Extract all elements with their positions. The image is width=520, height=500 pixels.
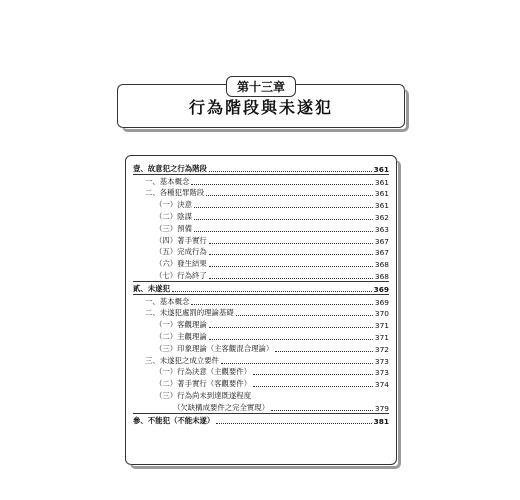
dot-leader — [253, 373, 373, 375]
dot-leader — [236, 314, 373, 316]
dot-leader — [253, 385, 373, 387]
chapter-title: 行為階段與未遂犯 — [188, 97, 333, 117]
dot-leader — [209, 265, 373, 267]
toc-entry — [133, 210, 389, 222]
toc-entry-page: 370 — [374, 309, 389, 319]
table-of-contents-box — [125, 155, 397, 465]
toc-entry-page: 361 — [374, 177, 389, 187]
dot-leader — [209, 338, 373, 340]
toc-entry-label: （一）行為決意（主觀要件） — [155, 367, 252, 377]
toc-entry-label: （五）完成行為 — [155, 247, 207, 257]
toc-entry — [133, 175, 389, 187]
toc-entry-label: （欠缺構成要件之完全實現） — [173, 402, 270, 412]
toc-entry-label: （二）主觀理論 — [155, 331, 207, 341]
toc-entry-page: 381 — [373, 416, 389, 426]
toc-entry-page: 371 — [374, 321, 389, 331]
toc-entry — [133, 198, 389, 210]
toc-entry-page: 362 — [374, 212, 389, 222]
toc-entry — [133, 162, 389, 175]
dot-leader — [209, 277, 373, 279]
toc-entry — [133, 389, 389, 401]
toc-entry-page: 367 — [374, 248, 389, 258]
dot-leader — [271, 409, 373, 411]
chapter-number: 第十三章 — [226, 76, 296, 97]
toc-entry — [133, 222, 389, 234]
dot-leader — [172, 290, 372, 292]
toc-entry-label: （三）行為尚未到達既遂程度 — [155, 390, 252, 400]
toc-entry-label: 二、未遂犯處罰的理論基礎 — [145, 308, 234, 318]
toc-entry-label: 參、不能犯（不能未遂） — [133, 415, 215, 425]
dot-leader — [209, 326, 373, 328]
toc-entry-page: 361 — [374, 201, 389, 211]
toc-entry-label: （二）陰謀 — [155, 211, 192, 221]
dot-leader — [194, 218, 373, 220]
toc-entry-label: 三、未遂犯之成立要件 — [145, 355, 219, 365]
toc-entry — [133, 269, 389, 282]
toc-entry-page: 368 — [374, 271, 389, 281]
toc-entry-page: 367 — [374, 236, 389, 246]
toc-entry-label: （四）著手實行 — [155, 235, 207, 245]
toc-entry-label: 壹、故意犯之行為階段 — [133, 163, 207, 173]
toc-entry-page: 379 — [374, 403, 389, 413]
toc-entry-page: 373 — [374, 356, 389, 366]
toc-entry-page: 363 — [374, 224, 389, 234]
toc-entry-page: 371 — [374, 332, 389, 342]
dot-leader — [191, 183, 373, 185]
chapter-title-box — [117, 80, 405, 128]
toc-entry-page: 369 — [373, 284, 389, 294]
toc-entry — [133, 318, 389, 330]
toc-entry — [133, 377, 389, 389]
toc-entry-label: （一）客觀理論 — [155, 320, 207, 330]
toc-entry-label: （三）印象理論（主客觀混合理論） — [155, 343, 274, 353]
dot-leader — [275, 350, 373, 352]
toc-list — [133, 162, 389, 426]
toc-entry — [133, 307, 389, 319]
toc-entry-page: 361 — [373, 164, 389, 174]
toc-entry — [133, 366, 389, 378]
toc-entry-page: 361 — [374, 189, 389, 199]
toc-entry — [133, 246, 389, 258]
toc-entry-label: 二、各種犯罪階段 — [145, 188, 205, 198]
toc-entry — [133, 414, 389, 426]
toc-entry-page: 369 — [374, 297, 389, 307]
toc-entry — [133, 295, 389, 307]
toc-entry-page: 372 — [374, 344, 389, 354]
toc-entry — [133, 342, 389, 354]
toc-entry-label: （二）著手實行（客觀要件） — [155, 379, 252, 389]
dot-leader — [209, 242, 373, 244]
toc-entry — [133, 187, 389, 199]
dot-leader — [209, 170, 372, 172]
dot-leader — [191, 303, 373, 305]
toc-entry-label: 貳、未遂犯 — [133, 283, 170, 293]
dot-leader — [194, 206, 373, 208]
dot-leader — [216, 422, 371, 424]
toc-entry — [133, 282, 389, 295]
dot-leader — [206, 194, 373, 196]
toc-entry-label: （一）決意 — [155, 200, 192, 210]
toc-entry-label: 一、基本概念 — [145, 176, 190, 186]
dot-leader — [221, 362, 373, 364]
dot-leader — [194, 230, 373, 232]
toc-entry-page: 373 — [374, 368, 389, 378]
dot-leader — [209, 253, 373, 255]
toc-entry-page: 374 — [374, 380, 389, 390]
toc-entry-label: （三）預備 — [155, 223, 192, 233]
toc-entry-label: （六）發生結果 — [155, 259, 207, 269]
toc-entry-label: （七）行為終了 — [155, 270, 207, 280]
toc-entry-page: 368 — [374, 260, 389, 270]
toc-entry-label: 一、基本概念 — [145, 296, 190, 306]
toc-entry — [133, 354, 389, 366]
toc-entry — [133, 401, 389, 414]
toc-entry — [133, 257, 389, 269]
toc-entry — [133, 330, 389, 342]
toc-entry — [133, 234, 389, 246]
